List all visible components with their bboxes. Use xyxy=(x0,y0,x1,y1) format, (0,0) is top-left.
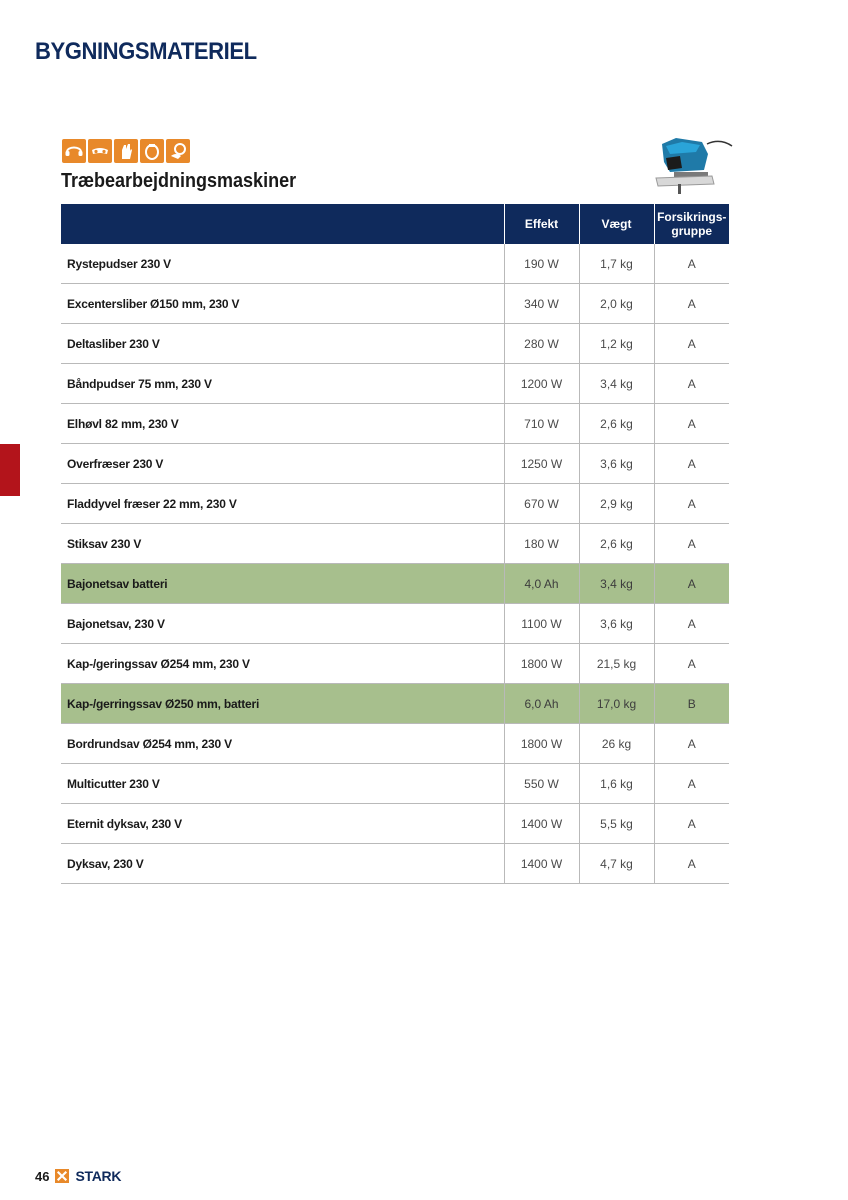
table-row xyxy=(61,364,729,404)
vaegt-value: 3,4 kg xyxy=(579,564,654,604)
table-row xyxy=(61,564,729,604)
effekt-value: 1100 W xyxy=(504,604,579,644)
effekt-value: 6,0 Ah xyxy=(504,684,579,724)
vaegt-value: 1,6 kg xyxy=(579,764,654,804)
face-shield-icon xyxy=(140,139,164,163)
ppe-icon-row xyxy=(62,139,190,163)
product-name: Bajonetsav batteri xyxy=(61,564,504,604)
product-name: Båndpudser 75 mm, 230 V xyxy=(61,364,504,404)
gruppe-value: A xyxy=(654,804,729,844)
vaegt-value: 3,6 kg xyxy=(579,444,654,484)
section-title: Træbearbejdningsmaskiner xyxy=(61,170,297,192)
effekt-value: 1200 W xyxy=(504,364,579,404)
vaegt-value: 5,5 kg xyxy=(579,804,654,844)
product-name: Deltasliber 230 V xyxy=(61,324,504,364)
table-row xyxy=(61,684,729,724)
table-row xyxy=(61,764,729,804)
table-row xyxy=(61,604,729,644)
vaegt-value: 3,4 kg xyxy=(579,364,654,404)
table-row xyxy=(61,804,729,844)
safety-goggles-icon xyxy=(88,139,112,163)
header-effekt: Effekt xyxy=(504,204,579,244)
vaegt-value: 1,7 kg xyxy=(579,244,654,284)
table-row xyxy=(61,284,729,324)
effekt-value: 670 W xyxy=(504,484,579,524)
effekt-value: 190 W xyxy=(504,244,579,284)
vaegt-value: 21,5 kg xyxy=(579,644,654,684)
product-name: Eternit dyksav, 230 V xyxy=(61,804,504,844)
vaegt-value: 3,6 kg xyxy=(579,604,654,644)
effekt-value: 1400 W xyxy=(504,844,579,884)
product-name: Elhøvl 82 mm, 230 V xyxy=(61,404,504,444)
table-row xyxy=(61,484,729,524)
vaegt-value: 2,9 kg xyxy=(579,484,654,524)
table-row xyxy=(61,444,729,484)
page-header: BYGNINGSMATERIEL xyxy=(35,38,257,65)
vaegt-value: 17,0 kg xyxy=(579,684,654,724)
effekt-value: 180 W xyxy=(504,524,579,564)
product-name: Overfræser 230 V xyxy=(61,444,504,484)
gruppe-value: A xyxy=(654,324,729,364)
gruppe-value: A xyxy=(654,444,729,484)
table-row xyxy=(61,524,729,564)
product-name: Bordrundsav Ø254 mm, 230 V xyxy=(61,724,504,764)
header-forsikringsgruppe: Forsikrings- gruppe xyxy=(654,204,729,244)
product-name: Kap-/gerringssav Ø250 mm, batteri xyxy=(61,684,504,724)
header-product xyxy=(61,204,504,244)
machine-table xyxy=(61,204,729,884)
effekt-value: 340 W xyxy=(504,284,579,324)
product-name: Stiksav 230 V xyxy=(61,524,504,564)
ear-protection-icon xyxy=(62,139,86,163)
gruppe-value: A xyxy=(654,764,729,804)
gloves-icon xyxy=(114,139,138,163)
header-vaegt: Vægt xyxy=(579,204,654,244)
vaegt-value: 2,0 kg xyxy=(579,284,654,324)
product-name: Excentersliber Ø150 mm, 230 V xyxy=(61,284,504,324)
effekt-value: 4,0 Ah xyxy=(504,564,579,604)
table-row xyxy=(61,724,729,764)
gruppe-value: A xyxy=(654,604,729,644)
effekt-value: 1800 W xyxy=(504,644,579,684)
vaegt-value: 2,6 kg xyxy=(579,524,654,564)
effekt-value: 280 W xyxy=(504,324,579,364)
table-row xyxy=(61,844,729,884)
table-row xyxy=(61,244,729,284)
vaegt-value: 26 kg xyxy=(579,724,654,764)
stark-logo-icon xyxy=(55,1169,69,1183)
vaegt-value: 1,2 kg xyxy=(579,324,654,364)
effekt-value: 1800 W xyxy=(504,724,579,764)
effekt-value: 710 W xyxy=(504,404,579,444)
gruppe-value: A xyxy=(654,484,729,524)
gruppe-value: A xyxy=(654,724,729,764)
gruppe-value: A xyxy=(654,644,729,684)
table-row xyxy=(61,324,729,364)
vaegt-value: 4,7 kg xyxy=(579,844,654,884)
effekt-value: 1400 W xyxy=(504,804,579,844)
gruppe-value: B xyxy=(654,684,729,724)
product-name: Dyksav, 230 V xyxy=(61,844,504,884)
dust-mask-icon xyxy=(166,139,190,163)
gruppe-value: A xyxy=(654,364,729,404)
product-name: Multicutter 230 V xyxy=(61,764,504,804)
section-side-tab xyxy=(0,444,20,496)
product-name: Bajonetsav, 230 V xyxy=(61,604,504,644)
gruppe-value: A xyxy=(654,284,729,324)
effekt-value: 550 W xyxy=(504,764,579,804)
table-header-row xyxy=(61,204,729,244)
jigsaw-product-image xyxy=(652,132,734,196)
gruppe-value: A xyxy=(654,564,729,604)
effekt-value: 1250 W xyxy=(504,444,579,484)
gruppe-value: A xyxy=(654,244,729,284)
gruppe-value: A xyxy=(654,524,729,564)
page-number: 46 xyxy=(35,1168,50,1184)
product-name: Fladdyvel fræser 22 mm, 230 V xyxy=(61,484,504,524)
table-row xyxy=(61,644,729,684)
gruppe-value: A xyxy=(654,404,729,444)
product-name: Kap-/geringssav Ø254 mm, 230 V xyxy=(61,644,504,684)
vaegt-value: 2,6 kg xyxy=(579,404,654,444)
gruppe-value: A xyxy=(654,844,729,884)
product-name: Rystepudser 230 V xyxy=(61,244,504,284)
brand-logo: STARK xyxy=(75,1168,122,1184)
table-row xyxy=(61,404,729,444)
page-footer xyxy=(35,1168,121,1184)
